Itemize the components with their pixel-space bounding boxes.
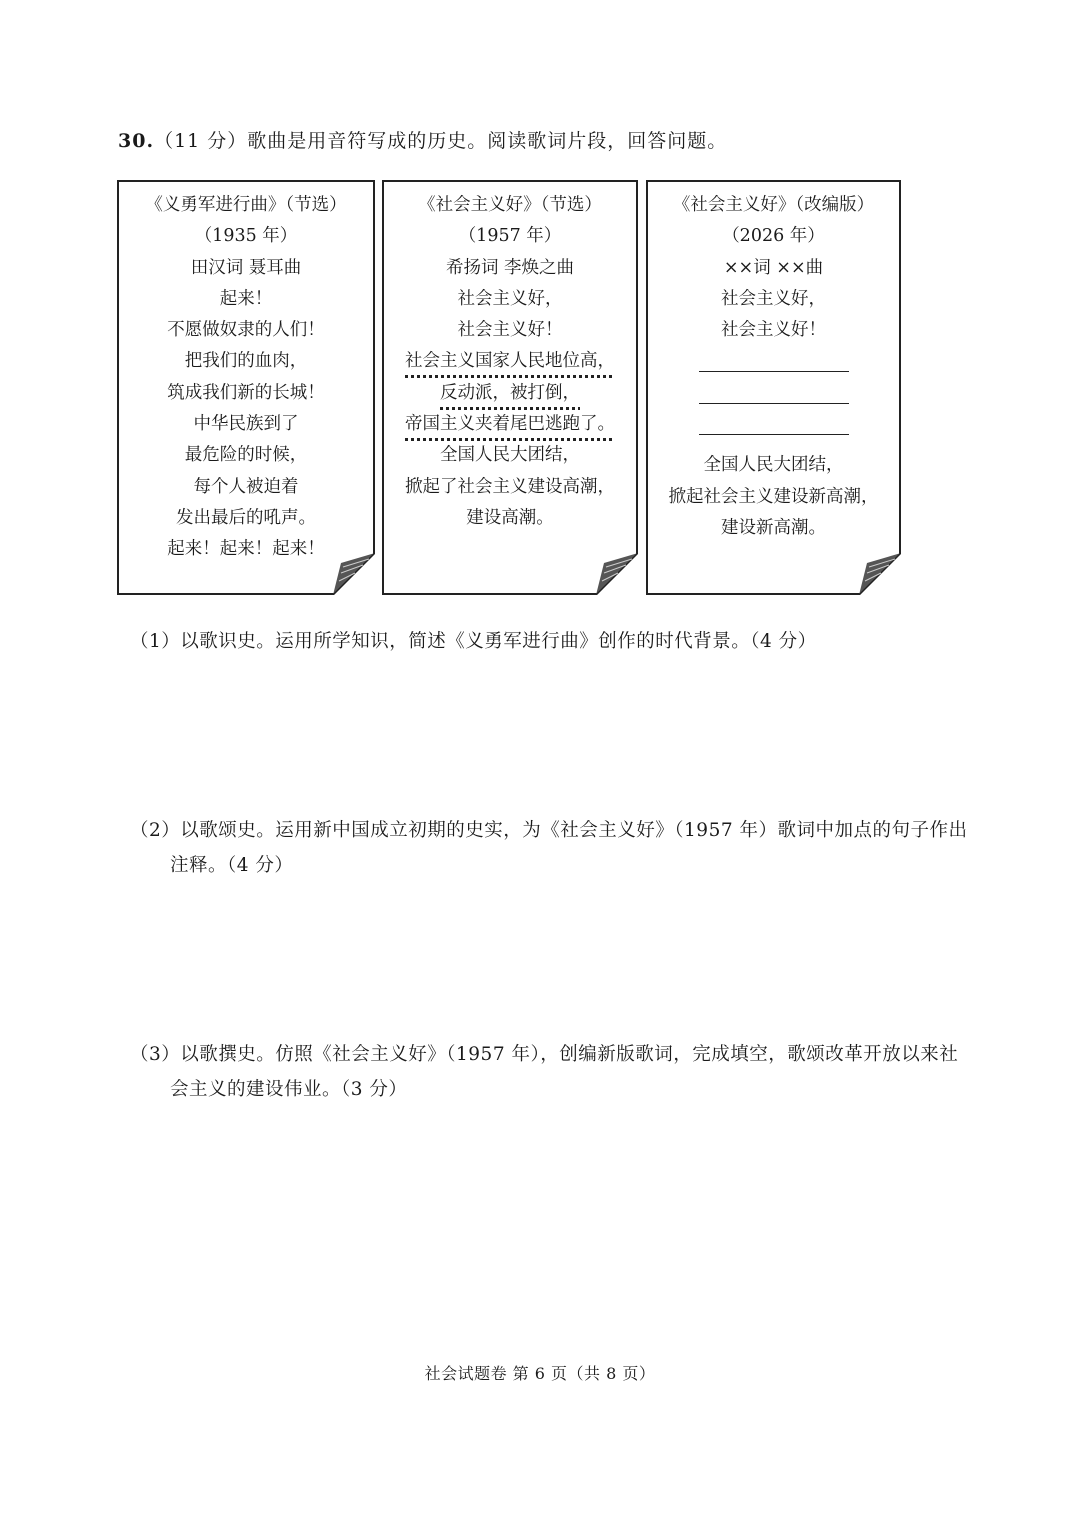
lyric-line: 社会主义好！ bbox=[457, 320, 563, 341]
dotted-lyric-line: 社会主义国家人民地位高， bbox=[405, 351, 615, 372]
dotted-lyric-line: 帝国主义夹着尾巴逃跑了。 bbox=[405, 414, 615, 435]
page-curl-icon bbox=[333, 553, 375, 595]
sub-question-1 bbox=[130, 624, 980, 659]
card-title: 《社会主义好》（节选） bbox=[418, 195, 602, 215]
lyrics-card-march bbox=[117, 180, 375, 595]
lyric-line: 每个人被迫着 bbox=[193, 476, 299, 497]
lyric-line: 建设高潮。 bbox=[466, 507, 554, 528]
sub-question-text: （3）以歌撰史。仿照《社会主义好》（1957 年），创编新版歌词，完成填空，歌颂改革开放以来社 bbox=[130, 1044, 959, 1065]
lyric-line: 起来！ bbox=[219, 288, 273, 309]
lyric-line: 全国人民大团结， bbox=[703, 455, 844, 476]
page-curl-icon bbox=[596, 553, 638, 595]
question-score: （11 分） bbox=[154, 130, 248, 152]
lyric-line: 发出最后的吼声。 bbox=[176, 507, 316, 528]
lyric-line: 建设新高潮。 bbox=[721, 517, 826, 538]
fill-blank-line[interactable] bbox=[648, 356, 899, 387]
card-authors: ××词 ××曲 bbox=[723, 257, 824, 278]
sub-question-text: （2）以歌颂史。运用新中国成立初期的史实，为《社会主义好》（1957 年）歌词中加点的句子作出 bbox=[130, 820, 968, 841]
fill-blank-line[interactable] bbox=[648, 388, 899, 419]
card-authors: 田汉词 聂耳曲 bbox=[190, 257, 302, 278]
dotted-lyric-line: 反动派，被打倒， bbox=[440, 382, 580, 403]
sub-question-text-cont: 会主义的建设伟业。（3 分） bbox=[170, 1079, 408, 1100]
lyric-line: 社会主义好， bbox=[721, 288, 826, 309]
card-year: （2026 年） bbox=[722, 226, 825, 247]
sub-question-3 bbox=[130, 1037, 980, 1107]
card-year: （1957 年） bbox=[458, 226, 562, 247]
lyric-line: 中华民族到了 bbox=[193, 414, 299, 435]
lyric-line: 社会主义好， bbox=[457, 288, 563, 309]
lyric-line: 全国人民大团结， bbox=[440, 445, 580, 466]
question-header bbox=[118, 126, 727, 153]
lyric-line: 筑成我们新的长城！ bbox=[167, 382, 325, 403]
lyric-line: 社会主义好！ bbox=[721, 320, 826, 341]
question-intro: 歌曲是用音符写成的历史。阅读歌词片段，回答问题。 bbox=[247, 130, 728, 152]
fill-blank-line[interactable] bbox=[648, 419, 899, 450]
lyrics-card-socialism-2026 bbox=[646, 180, 901, 595]
lyric-line: 最危险的时候， bbox=[184, 445, 308, 466]
card-year: （1935 年） bbox=[194, 226, 298, 247]
lyric-line: 掀起了社会主义建设高潮， bbox=[405, 476, 615, 497]
lyric-line: 把我们的血肉， bbox=[184, 351, 308, 372]
card-authors: 希扬词 李焕之曲 bbox=[445, 257, 575, 278]
lyric-line: 起来！起来！起来！ bbox=[167, 539, 325, 560]
lyric-line: 不愿做奴隶的人们！ bbox=[167, 320, 325, 341]
sub-question-2 bbox=[130, 813, 980, 883]
page-curl-icon bbox=[859, 553, 901, 595]
sub-question-text: （1）以歌识史。运用所学知识，简述《义勇军进行曲》创作的时代背景。（4 分） bbox=[130, 631, 817, 652]
question-number: 30. bbox=[118, 130, 155, 152]
lyric-line: 掀起社会主义建设新高潮， bbox=[668, 486, 879, 507]
sub-question-text-cont: 注释。（4 分） bbox=[170, 855, 294, 876]
page-footer: 社会试题卷 第 6 页（共 8 页） bbox=[424, 1364, 656, 1383]
card-title: 《义勇军进行曲》（节选） bbox=[145, 195, 347, 215]
lyrics-card-socialism-1957 bbox=[382, 180, 638, 595]
card-title: 《社会主义好》（改编版） bbox=[672, 195, 875, 215]
